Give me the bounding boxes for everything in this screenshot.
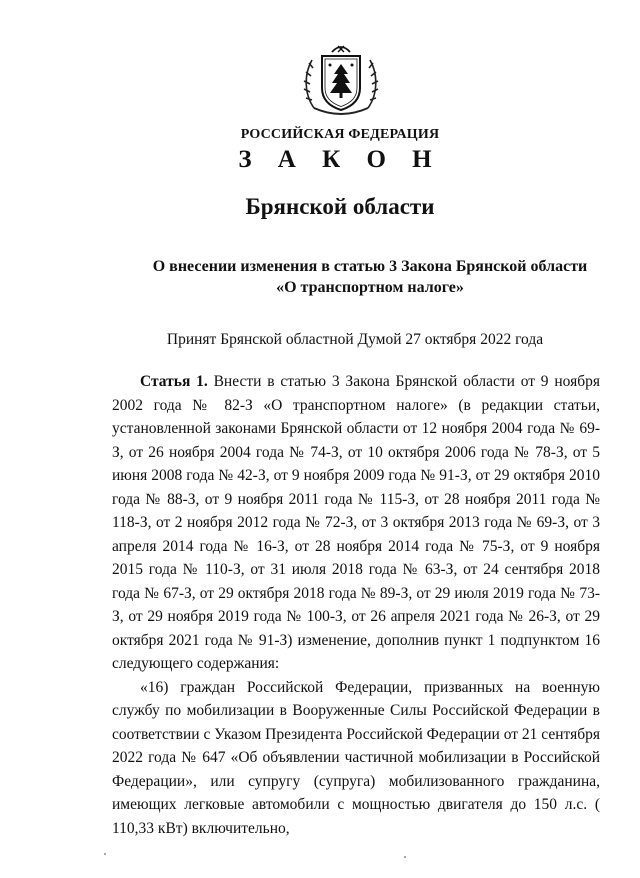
law-subject-line-2: «О транспортном налоге» <box>276 279 464 296</box>
clause-16-paragraph <box>112 676 600 841</box>
bryansk-coat-of-arms-emblem <box>300 38 382 120</box>
article-1-paragraph <box>112 370 600 676</box>
law-title: З А К О Н <box>238 146 442 173</box>
law-subject <box>136 256 604 298</box>
law-subject-line-1: О внесении изменения в статью 3 Закона Брянской области <box>152 258 588 275</box>
article-1-text: Внести в статью 3 Закона Брянской области от 9 ноября 2002 года № 82-З «О транспортном налоге» (в редакции статьи, установленной законами Брянской области от 12 ноября 2004 года № 69-З, от 26 ноября 2004 года № 74-З, от 10 октября 2006 года № 78-З, от 5 июня 2008 года № 42-З, от 9 ноября 2009 года № 91-З, от 29 октября 2010 года № 88-З, от 9 ноября 2011 года № 115-З, от 28 ноября 2011 года № 118-З, от 2 ноября 2012 года № 72-З, от 3 октября 2013 года № 69-З, от 3 апреля 2014 года № 16-З, от 28 ноября 2014 года № 75-З, от 9 ноября 2015 года № 110-З, от 31 июля 2018 года № 63-З, от 24 сентября 2018 года № 67-З, от 29 октября 2018 года № 89-З, от 29 июля 2019 года № 73-З, от 29 ноября 2019 года № 100-З, от 26 апреля 2021 года № 26-З, от 29 октября 2021 года № 91-З) изменение, дополнив пункт 1 подпунктом 16 следующего содержания: <box>112 373 601 672</box>
adoption-note: Принят Брянской областной Думой 27 октября 2022 года <box>166 331 544 348</box>
region-title: Брянской области <box>245 194 435 219</box>
article-body <box>112 370 600 840</box>
federation-heading: РОССИЙСКАЯ ФЕДЕРАЦИЯ <box>240 127 440 142</box>
article-label: Статья 1. <box>140 373 208 390</box>
scan-speck <box>404 856 406 858</box>
scan-speck <box>104 853 106 855</box>
clause-16-text: «16) граждан Российской Федерации, призванных на военную службу по мобилизации в Вооруженные Силы Российской Федерации в соответствии с Указом Президента Российской Федерации от 21 сентября 2022 года № 647 «Об объявлении частичной мобилизации в Российской Федерации», или супругу (супруга) мобилизованного гражданина, имеющих легковые автомобили с мощностью двигателя до 150 л.с. ( 110,33 кВт) включительно, <box>112 678 600 837</box>
